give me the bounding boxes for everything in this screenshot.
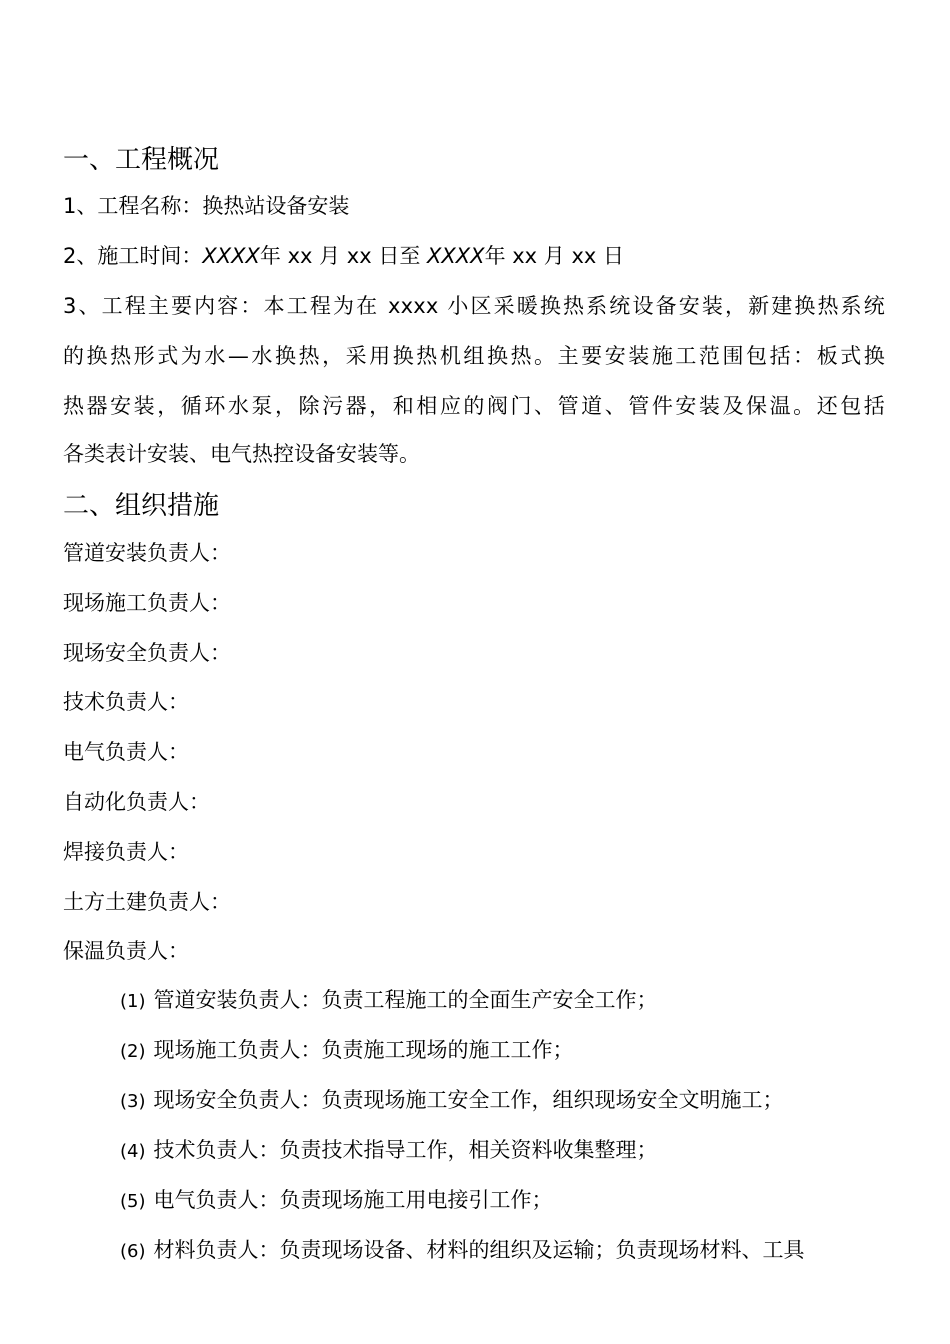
duty-number: (2): [120, 1041, 146, 1062]
duty-number: (1): [120, 991, 146, 1012]
role-line: 现场施工负责人：: [63, 591, 231, 615]
role-line: 现场安全负责人：: [63, 641, 231, 665]
duty-text: 材料负责人：负责现场设备、材料的组织及运输；负责现场材料、工具: [153, 1238, 805, 1262]
duty-text: 现场安全负责人：负责现场施工安全工作，组织现场安全文明施工；: [153, 1088, 784, 1112]
content-line: 各类表计安装、电气热控设备安装等。: [63, 442, 420, 466]
construction-time-line: [63, 241, 624, 271]
time-year-end: XXXX: [427, 244, 485, 268]
content-line: 的换热形式为水—水换热，采用换热机组换热。主要安装施工范围包括：板式换: [63, 344, 885, 368]
time-year-start: XXXX: [202, 244, 260, 268]
content-line: 3、工程主要内容：本工程为在 xxxx 小区采暖换热系统设备安装，新建换热系统: [63, 294, 885, 318]
role-line: 保温负责人：: [63, 939, 189, 963]
duty-item: [120, 1185, 553, 1217]
time-end: 年 xx 月 xx 日: [484, 244, 624, 268]
role-line: 电气负责人：: [63, 740, 189, 764]
duty-text: 技术负责人：负责技术指导工作，相关资料收集整理；: [153, 1138, 658, 1162]
role-line: 技术负责人：: [63, 690, 189, 714]
duty-item: [120, 1085, 784, 1117]
duty-number: (4): [120, 1141, 146, 1162]
role-line: 焊接负责人：: [63, 840, 189, 864]
duty-text: 电气负责人：负责现场施工用电接引工作；: [153, 1188, 553, 1212]
time-prefix: 2、施工时间：: [63, 244, 203, 268]
duty-text: 现场施工负责人：负责施工现场的施工工作；: [153, 1038, 574, 1062]
time-middle: 年 xx 月 xx 日至: [259, 244, 428, 268]
role-line: 自动化负责人：: [63, 790, 210, 814]
role-line: 管道安装负责人：: [63, 541, 231, 565]
duty-number: (6): [120, 1241, 146, 1262]
duty-item: [120, 985, 658, 1017]
section-heading-overview: 一、工程概况: [63, 145, 220, 175]
project-name-line: 1、工程名称：换热站设备安装: [63, 194, 350, 218]
duty-item: [120, 1235, 805, 1267]
duty-number: (5): [120, 1191, 146, 1212]
duty-item: [120, 1035, 574, 1067]
role-line: 土方土建负责人：: [63, 890, 231, 914]
section-heading-organization: 二、组织措施: [63, 491, 220, 521]
duty-item: [120, 1135, 658, 1167]
content-line: 热器安装，循环水泵，除污器，和相应的阀门、管道、管件安装及保温。还包括: [63, 394, 885, 418]
duty-text: 管道安装负责人：负责工程施工的全面生产安全工作；: [153, 988, 658, 1012]
duty-number: (3): [120, 1091, 146, 1112]
